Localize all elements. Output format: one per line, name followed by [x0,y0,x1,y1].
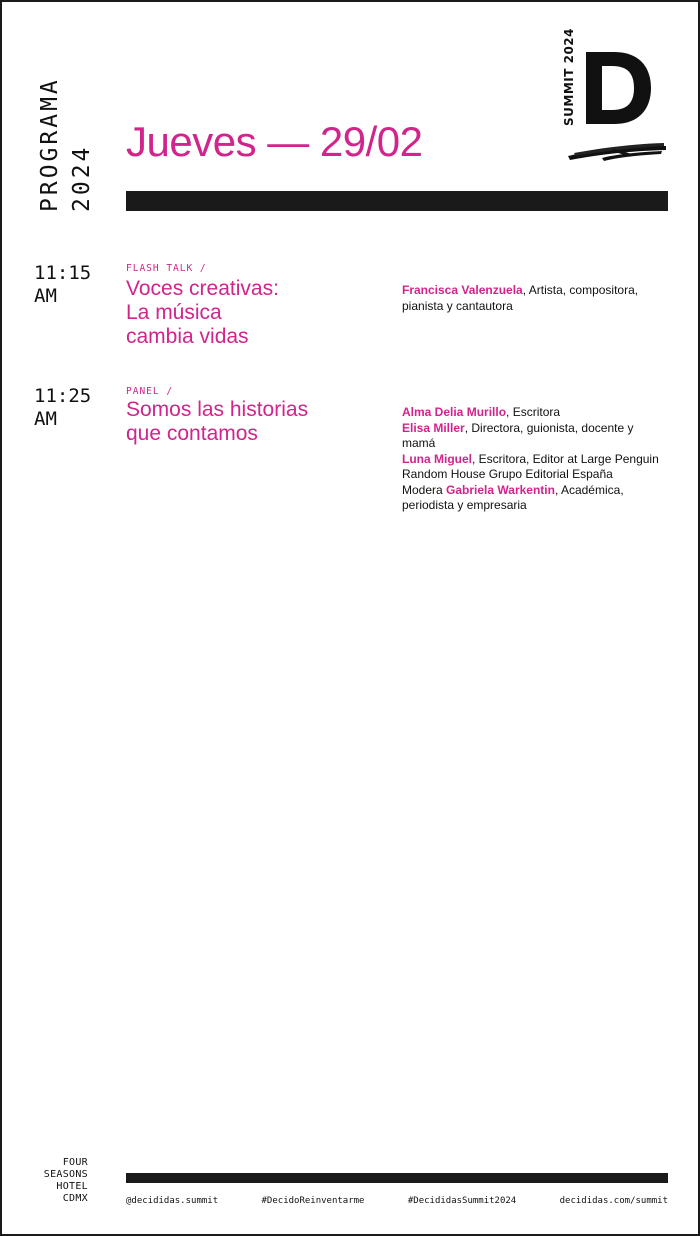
speaker-name: Alma Delia Murillo [402,405,507,419]
title-line: cambia vidas [126,325,249,348]
summit-label: SUMMIT 2024 [562,28,576,126]
hashtag-reinventarme: #DecidoReinventarme [261,1196,365,1206]
footer-divider [126,1173,668,1183]
venue-line: HOTEL [56,1181,88,1192]
speaker-role: , Escritora, Editor at Large Penguin [472,451,659,466]
session-kind: FLASH TALK / [126,263,207,274]
session-title [126,277,366,349]
session-speakers [402,283,668,314]
session-title [126,398,366,446]
speaker-role: , Artista, compositora, [522,283,639,297]
title-line: La música [126,301,222,324]
speaker-name: Gabriela Warkentin [446,482,555,497]
speaker-line [402,452,668,468]
venue-block [30,1157,88,1205]
speaker-role: , Escritora [506,405,561,419]
logo-d-icon [562,50,672,168]
speaker-line [402,283,668,299]
session-time [34,385,91,431]
speaker-line [402,405,668,421]
footer-links [126,1196,668,1206]
time-clock: 11:25 [34,385,92,407]
program-side-title [34,77,98,212]
speaker-role: periodista y empresaria [402,498,527,512]
title-line: Somos las historias [126,398,309,421]
speaker-line [402,483,668,499]
session-speakers [402,405,668,514]
title-line: que contamos [126,422,258,445]
speaker-role: Random House Grupo Editorial España [402,467,613,481]
speaker-name: Luna Miguel [402,451,472,466]
session-time [34,262,91,308]
speaker-line [402,299,668,315]
website-link: decididas.com/summit [559,1196,668,1206]
speaker-line [402,498,668,514]
decididas-logo [562,28,672,168]
session-kind: PANEL / [126,386,174,397]
instagram-handle: @decididas.summit [126,1196,219,1206]
program-year: 2024 [69,144,95,212]
time-clock: 11:15 [34,262,92,284]
title-line: Voces creativas: [126,277,279,300]
day-title: Jueves — 29/02 [126,118,423,165]
time-ampm: AM [34,408,57,430]
program-label: PROGRAMA [37,77,63,212]
venue-line: CDMX [62,1193,88,1204]
speaker-name: Elisa Miller [402,420,465,435]
speaker-role: pianista y cantautora [402,298,513,313]
header-divider [126,191,668,211]
time-ampm: AM [34,285,57,307]
venue-line: SEASONS [43,1169,88,1180]
moderator-prefix: Modera [402,482,447,497]
venue-line: FOUR [62,1157,88,1168]
speaker-role: , Directora, guionista, docente y mamá [402,420,634,450]
speaker-line [402,421,668,452]
speaker-name: Francisca Valenzuela [402,283,523,297]
hashtag-summit: #DecididasSummit2024 [407,1196,517,1206]
speaker-line [402,467,668,483]
speaker-role: , Académica, [554,482,624,497]
